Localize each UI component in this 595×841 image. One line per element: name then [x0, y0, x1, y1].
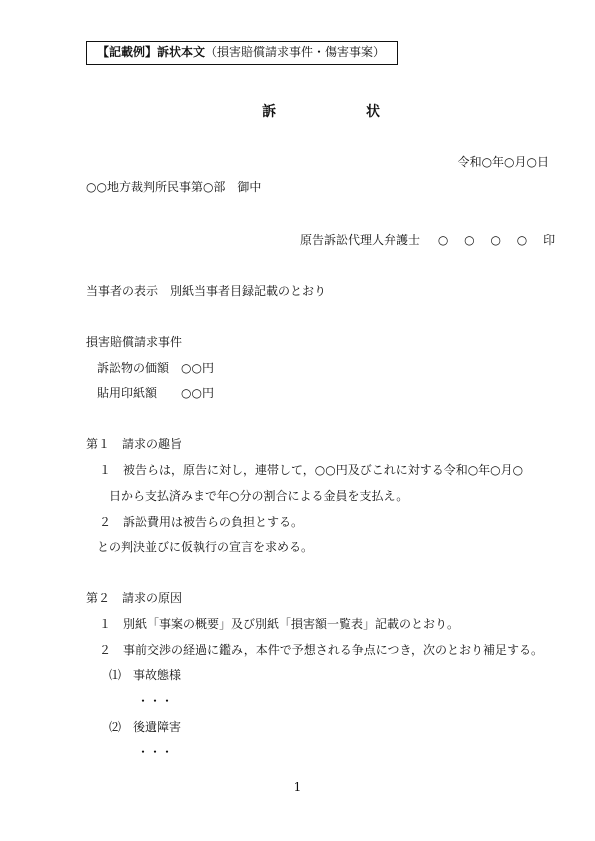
header-subtitle: （損害賠償請求事件・傷害事案）: [205, 45, 386, 59]
section1-item1-line2: 日から支払済みまで年○分の割合による金員を支払え。: [109, 489, 409, 503]
stamp-fee: 貼用印紙額 ○○円: [97, 386, 214, 400]
section2-sub1: ⑴ 事故態様: [109, 668, 182, 682]
title-char-1: 訴: [262, 104, 276, 120]
representative-name-char: ○: [464, 233, 475, 247]
title-char-2: 状: [366, 104, 380, 120]
header-bold-label: 【記載例】訴状本文: [97, 45, 206, 59]
representative-name-char: ○: [516, 233, 528, 247]
section2-item1: １ 別紙「事案の概要」及び別紙「損害額一覧表」記載のとおり。: [99, 617, 460, 631]
claim-value: 訴訟物の価額 ○○円: [97, 361, 214, 375]
representative-name-char: ○: [437, 233, 449, 247]
section1-item2: ２ 訴訟費用は被告らの負担とする。: [99, 515, 304, 529]
section1-heading: 第１ 請求の趣旨: [86, 437, 183, 451]
section2-item2: ２ 事前交渉の経過に鑑み，本件で予想される争点につき，次のとおり補足する。: [99, 643, 544, 657]
document-header-box: [86, 41, 398, 65]
case-name: 損害賠償請求事件: [86, 335, 183, 349]
seal-mark: 印: [543, 233, 556, 247]
section2-heading: 第２ 請求の原因: [86, 591, 183, 605]
parties-line: 当事者の表示 別紙当事者目録記載のとおり: [86, 284, 327, 298]
section2-sub2-dots: ・・・: [137, 745, 174, 759]
representative-line: [300, 233, 555, 247]
representative-name-char: ○: [490, 233, 501, 247]
section1-item1-line1: １ 被告らは，原告に対し，連帯して，○○円及びこれに対する令和○年○月○: [99, 463, 524, 477]
section2-sub1-dots: ・・・: [137, 694, 174, 708]
representative-label: 原告訴訟代理人弁護士: [300, 233, 421, 247]
section1-closing: との判決並びに仮執行の宣言を求める。: [97, 540, 314, 554]
filing-date: 令和○年○月○日: [457, 155, 549, 169]
page-number: 1: [293, 780, 302, 794]
court-addressee: ○○地方裁判所民事第○部 御中: [86, 180, 262, 194]
section2-sub2: ⑵ 後遺障害: [109, 720, 182, 734]
